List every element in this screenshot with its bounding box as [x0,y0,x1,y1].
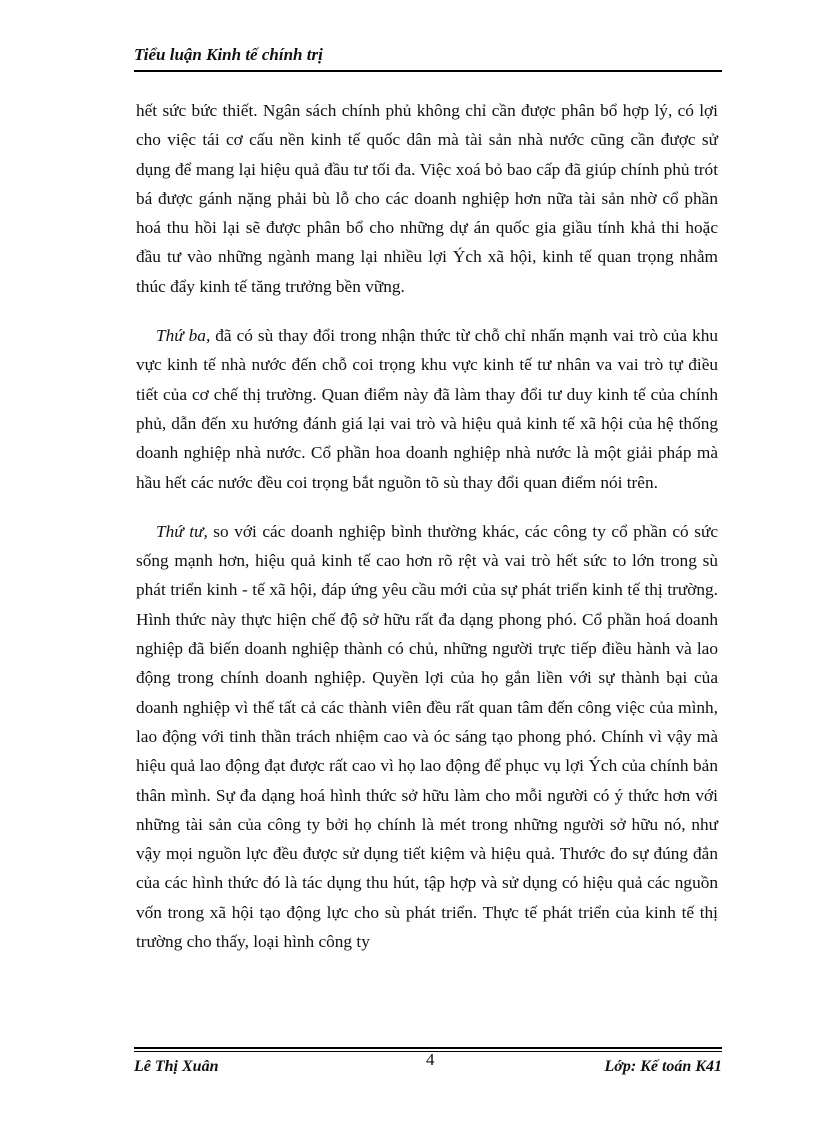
paragraph-2 [136,321,718,497]
paragraph-3-text: so với các doanh nghiệp bình thường khác, các công ty cổ phần có sức sống mạnh hơn, hiệu quả kinh tế cao hơn rõ rệt và vai trò hết sức to lớn trong sù phát triển kinh - tế xã hội, đáp ứng yêu cầu mới của sự phát triển kinh tế thị trường. Hình thức này thực hiện chế độ sở hữu rất đa dạng phong phó. Cổ phần hoá doanh nghiệp đã biến doanh nghiệp thành có chủ, những người trực tiếp điều hành và lao động trong chính doanh nghiệp. Quyền lợi của họ gắn liền với sự thành bại của doanh nghiệp vì thế tất cả các thành viên đều rất quan tâm đến công việc của mình, lao động với tinh thần trách nhiệm cao và óc sáng tạo phong phó. Chính vì vậy mà hiệu quả lao động đạt được rất cao vì họ lao động để phục vụ lợi Ých của chính bản thân mình. Sự đa dạng hoá hình thức sở hữu làm cho mỗi người có ý thức hơn với những tài sản của công ty bởi họ chính là mét trong những người sở hữu nó, như vậy mọi nguồn lực đều được sử dụng tiết kiệm và hiệu quả. Thước đo sự đúng đắn của các hình thức đó là tác dụng thu hút, tập hợp và sử dụng có hiệu quả các nguồn vốn trong xã hội tạo động lực cho sù phát triển. Thực tế phát triển của kinh tế thị trường cho thấy, loại hình công ty [136,521,718,952]
footer-rule [134,1047,722,1049]
footer-author: Lê Thị Xuân [134,1058,219,1075]
paragraph-2-text: đã có sù thay đổi trong nhận thức từ chỗ chỉ nhấn mạnh vai trò của khu vực kinh tế nhà nước đến chỗ coi trọng khu vực kinh tế tư nhân va vai trò tự điều tiết của cơ chế thị trường. Quan điểm này đã làm thay đổi tư duy kinh tế của chính phủ, dẫn đến xu hướng đánh giá lại vai trò và hiệu quả kinh tế xã hội của hệ thống doanh nghiệp nhà nước. Cổ phần hoa doanh nghiệp nhà nước là một giải pháp mà hầu hết các nước đều coi trọng bắt nguồn tõ sù thay đổi quan điểm nói trên. [136,326,718,492]
paragraph-1-text: hết sức bức thiết. Ngân sách chính phủ không chỉ cần được phân bổ hợp lý, có lợi cho việc tái cơ cấu nền kinh tế quốc dân mà tài sản nhà nước cũng cần được sử dụng để mang lại hiệu quả đầu tư tối đa. Việc xoá bỏ bao cấp đã giúp chính phủ trót bá được gánh nặng phải bù lỗ cho các doanh nghiệp hơn nữa tài sản nhờ cổ phần hoá thu hồi lại sẽ được phân bổ cho những dự án quốc gia giầu tính khả thi hoặc đầu tư vào những ngành mang lại nhiều lợi Ých xã hội, kinh tế quan trọng nhằm thúc đẩy kinh tế tăng trưởng bền vững. [136,101,718,296]
paragraph-1 [136,96,718,301]
document-body [136,96,718,976]
page-footer [134,1047,722,1080]
header-rule [134,70,722,72]
paragraph-3 [136,517,718,956]
footer-class: Lớp: Kế toán K41 [604,1058,722,1075]
paragraph-3-lead: Thứ tư, [156,521,208,541]
paragraph-2-lead: Thứ ba, [156,326,211,346]
page-number: 4 [426,1050,435,1069]
page-header [134,44,722,72]
footer-row [134,1050,722,1080]
header-title: Tiểu luận Kinh tế chính trị [134,45,323,64]
